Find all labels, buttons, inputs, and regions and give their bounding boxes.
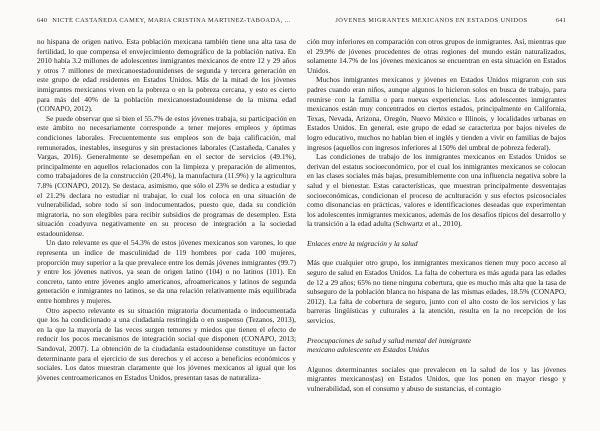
body-paragraph: no hispana de origen nativo. Esta población mexicana también tiene una alta tasa de fertilidad, lo que compensa el envejecimiento demográfico de la población nativa. En 2010 había 3.2 millones de adolescentes inmigrantes mexicanos de entre 12 y 29 años y otros 7 millones de mexicanoestadounidenses de segunda y tercera generación en este grupo de edad residentes en Estados Unidos. Más de la mitad de los jóvenes inmigrantes mexicanos viven en la pobreza o en la pobreza cercana, y esto es cierto para más del 40% de la población mexicanoestadounidense de la misma edad (CONAPO, 2012). bbox=[37, 37, 296, 114]
running-header-title: JÓVENES MIGRANTES MEXICANOS EN ESTADOS UNIDOS bbox=[335, 17, 528, 24]
page-header-left bbox=[37, 17, 296, 24]
page-body-right bbox=[307, 37, 566, 394]
body-paragraph: Se puede observar que si bien el 55.7% de estos jóvenes trabaja, su participación en este ámbito no necesariamente corresponde a tener mejores empleos y óptimas condiciones laborales. Frecuentemente sus empleos son de baja calificación, mal remunerados, inestables, inseguros y sin prestaciones laborales (Castañeda, Canales y Vargas, 2016). Generalmente se desempeñan en el sector de servicios (49.1%), principalmente en aquellos relacionados con la limpieza y preparación de alimentos, como trabajadores de la construcción (20.4%), la manufactura (11.9%) y la agricultura 7.8% (CONAPO, 2012). Se destaca, asimismo, que sólo el 23% se dedica a estudiar y el 21.2% declara no estudiar ni trabajar, lo cual los coloca en una situación de vulnerabilidad, sobre todo si son indocumentados, puesto que, dada su condición migratoria, no son elegibles para recibir subsidios de programas de desempleo. Esta situación coadyuva negativamente en su proceso de integración a la sociedad estadounidense. bbox=[37, 113, 296, 238]
running-header-authors: NICTÉ CASTAÑEDA CAMEY, MARIA CRISTINA MARTINEZ-TABOADA, ... bbox=[52, 17, 291, 24]
body-paragraph: Otro aspecto relevante es su situación migratoria documentada o indocumentada que los ha condicionado a una ciudadanía restringida o en suspenso (Tezanos, 2013), en la que la mayoría de las veces surgen temores y miedos que tienen el efecto de reducir los pocos mecanismos de integración social que disponen (CONAPO, 2013; Sandoval, 2007). La obtención de la ciudadanía estadounidense constituye un factor determinante para el ejercicio de sus derechos y el acceso a beneficios económicos y sociales. Los datos muestran claramente que los jóvenes mexicanos al igual que los jóvenes centroamericanos en Estados Unidos, presentan tasas de naturaliza- bbox=[37, 305, 296, 382]
body-paragraph: Las condiciones de trabajo de los inmigrantes mexicanos en Estados Unidos se derivan del estatus socioeconómico, por el cual los inmigrantes mexicanos se colocan en las clases sociales más bajas, presumiblemente con una influencia negativa sobre la salud y el bienestar. Estas características, que muestran principalmente desventajas socioeconómicas, condicionan el proceso de aculturación y sus efectos psicosociales como disonancias en prácticas, valores e identificaciones deseadas que experimentan los adolescentes inmigrantes mexicanos, además de los desafíos típicos del desarrollo y la transición a la edad adulta (Schwartz et al., 2010). bbox=[307, 152, 566, 229]
section-heading-line: Preocupaciones de salud y salud mental del inmigrante bbox=[307, 335, 472, 345]
page-header-right bbox=[307, 17, 566, 24]
page-right bbox=[307, 17, 566, 394]
folio-left: 640 bbox=[37, 17, 48, 24]
folio-right: 641 bbox=[555, 17, 566, 24]
section-heading-migration-health: Enlaces entre la migración y la salud bbox=[307, 238, 418, 248]
body-paragraph: Un dato relevante es que el 54.3% de estos jóvenes mexicanos son varones, lo que representa un índice de masculinidad de 119 hombres por cada 100 mujeres, proporción muy superior a la que prevalece entre los demás jóvenes inmigrantes (99.7) y entre los jóvenes nativos, ya sean de origen latino (104) o no latinos (101). En concreto, tanto entre jóvenes anglo americanos, afroamericanos y latinos de segunda generación e inmigrantes no latinos, se da una relación relativamente más equilibrada entre hombres y mujeres. bbox=[37, 238, 296, 306]
page-left bbox=[37, 17, 296, 382]
body-paragraph: ción muy inferiores en comparación con otros grupos de inmigrantes. Así, mientras que el 29.9% de jóvenes procedentes de otras regiones del mundo están naturalizados, solamente 14.7% de los jóvenes mexicanos se encuentran en esta situación en Estados Unidos. bbox=[307, 37, 566, 75]
body-paragraph: Muchos inmigrantes mexicanos y jóvenes en Estados Unidos migraron con sus padres cuando eran niños, aunque algunos lo hicieron solos en busca de trabajo, para reunirse con la familia o para nuevas experiencias. Los adolescentes inmigrantes mexicanos están muy concentrados en ciertos estados, principalmente en California, Texas, Nevada, Arizona, Oregón, Nuevo México e Illinois, y localidades urbanas en Estados Unidos. En general, este grupo de edad se caracteriza por bajos niveles de logro educativo, muchos no hablan bien el inglés y tienden a vivir en familias de bajos ingresos (aquellos con ingresos inferiores al 150% del umbral de pobreza federal). bbox=[307, 75, 566, 152]
page-body-left bbox=[37, 37, 296, 382]
body-paragraph: Más que cualquier otro grupo, los inmigrantes mexicanos tienen muy poco acceso al seguro de salud en Estados Unidos. La falta de cobertura es más aguda para las edades de 12 a 29 años; 65% no tiene ninguna cobertura, que es mucho más alta que la tasa de subseguro de la población blanca no hispana de las mismas edades, 18.5% (CONAPO, 2012). La falta de cobertura de seguro, junto con el alto costo de los servicios y las barreras lingüísticas y culturales a la atención, resulta en la no recepción de los servicios. bbox=[307, 258, 566, 326]
section-heading-health-concerns bbox=[307, 336, 566, 355]
section-heading-line: mexicano adolescente en Estados Unidos bbox=[307, 345, 430, 355]
body-paragraph: Algunos determinantes sociales que prevalecen en la salud de los y las jóvenes migrantes mexicanos(as) en Estados Unidos, que los ponen en mayor riesgo y vulnerabilidad, son el consumo y abuso de sustancias, el contagio bbox=[307, 364, 566, 393]
